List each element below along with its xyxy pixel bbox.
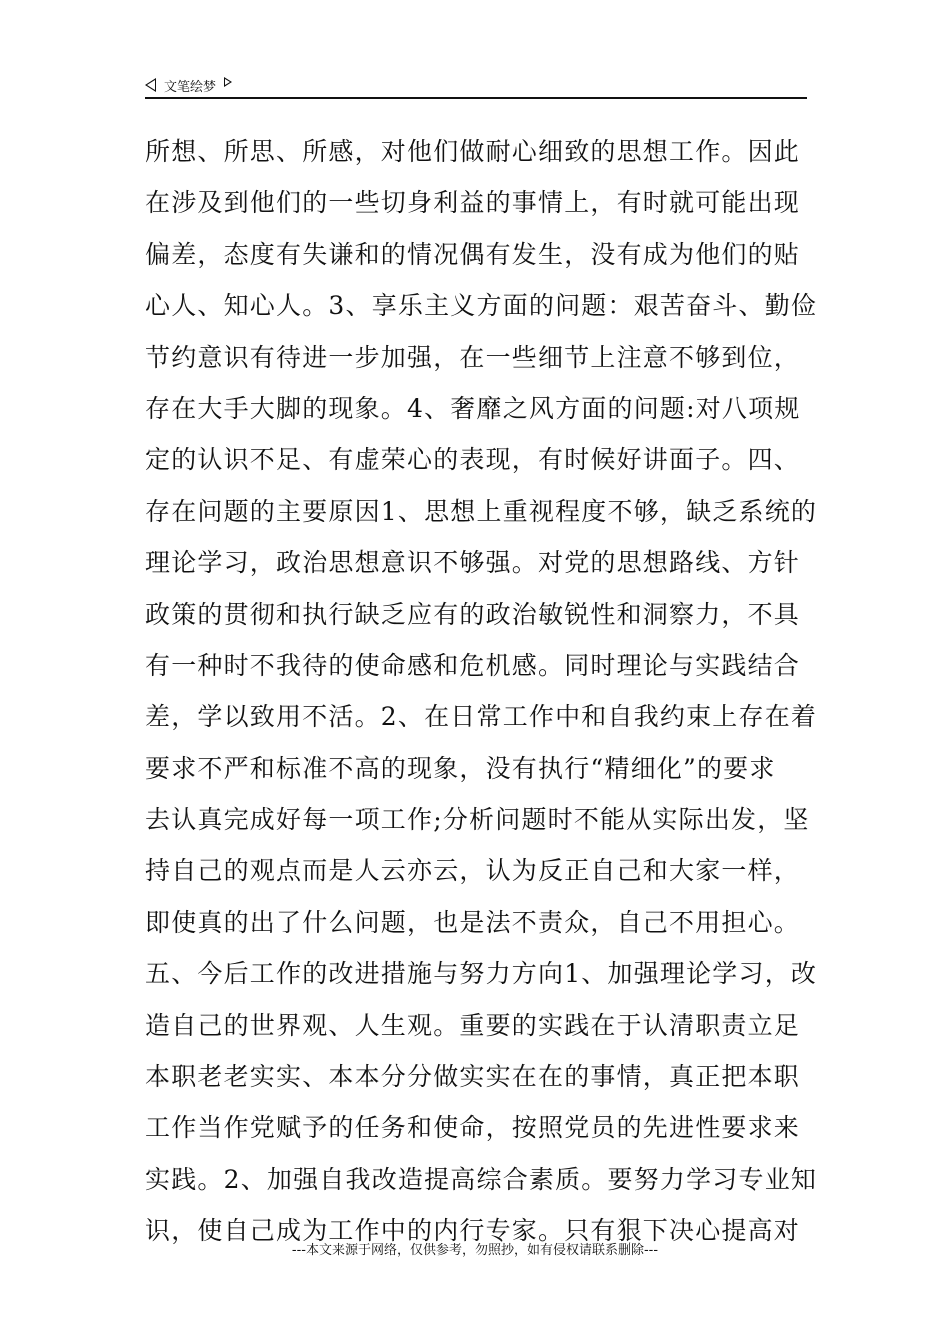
body-line: 政策的贯彻和执行缺乏应有的政治敏锐性和洞察力，不具: [145, 599, 801, 629]
triangle-left-icon: [145, 78, 156, 92]
body-line: 识，使自己成为工作中的内行专家。只有狠下决心提高对: [145, 1216, 801, 1246]
body-line: 存在问题的主要原因1、思想上重视程度不够，缺乏系统的: [145, 496, 818, 526]
body-line: 理论学习，政治思想意识不够强。对党的思想路线、方针: [145, 548, 801, 578]
body-line: 有一种时不我待的使命感和危机感。同时理论与实践结合: [145, 650, 801, 680]
body-line: 偏差，态度有失谦和的情况偶有发生，没有成为他们的贴: [145, 239, 801, 269]
body-line: 工作当作党赋予的任务和使命，按照党员的先进性要求来: [145, 1113, 801, 1143]
body-line: 实践。2、加强自我改造提高综合素质。要努力学习专业知: [145, 1164, 818, 1194]
body-line: 差，学以致用不活。2、在日常工作中和自我约束上存在着: [145, 702, 818, 732]
body-line: 要求不严和标准不高的现象，没有执行“精细化”的要求: [145, 753, 776, 783]
body-line: 造自己的世界观、人生观。重要的实践在于认清职责立足: [145, 1010, 801, 1040]
body-line: 去认真完成好每一项工作;分析问题时不能从实际出发，坚: [145, 805, 810, 835]
body-line: 五、今后工作的改进措施与努力方向1、加强理论学习，改: [145, 959, 818, 989]
header-title: 文笔绘梦: [164, 79, 217, 95]
body-line: 在涉及到他们的一些切身利益的事情上，有时就可能出现: [145, 188, 801, 218]
page-header: [145, 74, 807, 96]
header-divider: [145, 97, 807, 99]
body-line: 即使真的出了什么问题，也是法不责众，自己不用担心。: [145, 907, 801, 937]
page-footer-disclaimer: ---本文来源于网络，仅供参考，勿照抄，如有侵权请联系删除---: [291, 1243, 659, 1258]
body-line: 存在大手大脚的现象。4、奢靡之风方面的问题:对八项规: [145, 393, 801, 423]
body-line: 本职老老实实、本本分分做实实在在的事情，真正把本职: [145, 1062, 801, 1092]
document-body: [145, 126, 818, 1257]
body-line: 持自己的观点而是人云亦云，认为反正自己和大家一样，: [145, 856, 801, 886]
body-line: 心人、知心人。3、享乐主义方面的问题：艰苦奋斗、勤俭: [145, 291, 818, 321]
triangle-right-icon: [224, 77, 232, 87]
body-line: 所想、所思、所感，对他们做耐心细致的思想工作。因此: [145, 137, 801, 166]
body-line: 定的认识不足、有虚荣心的表现，有时候好讲面子。四、: [145, 445, 801, 475]
body-line: 节约意识有待进一步加强，在一些细节上注意不够到位，: [145, 342, 801, 372]
